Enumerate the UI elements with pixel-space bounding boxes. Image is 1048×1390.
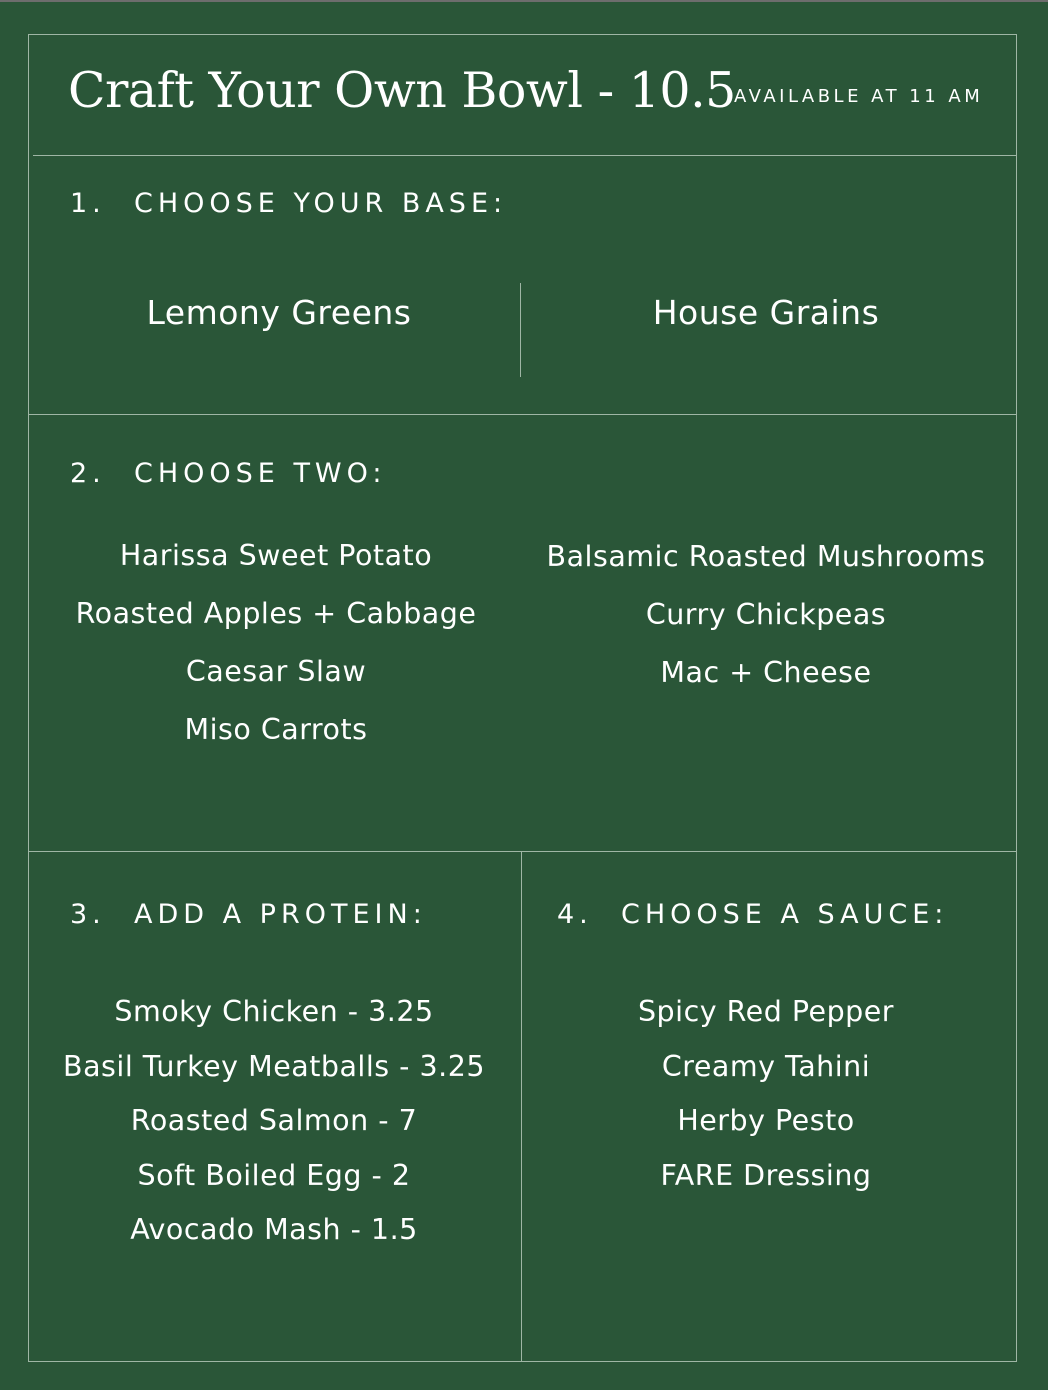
sides-section-divider [28, 851, 1017, 852]
protein-item: Smoky Chicken - 3.25 [114, 995, 434, 1028]
step-3-label: ADD A PROTEIN: [134, 899, 427, 930]
step-4-heading [557, 899, 948, 930]
step-2-heading [70, 458, 387, 489]
sauce-list [526, 985, 1006, 1203]
side-item: Roasted Apples + Cabbage [75, 597, 477, 630]
protein-item: Basil Turkey Meatballs - 3.25 [63, 1049, 485, 1083]
title-divider [33, 155, 1016, 156]
sauce-item: FARE Dressing [660, 1158, 872, 1192]
sauce-item: Herby Pesto [677, 1104, 855, 1137]
window-top-edge [0, 0, 1048, 2]
sauce-item: Creamy Tahini [661, 1049, 871, 1083]
step-4-label: CHOOSE A SAUCE: [621, 899, 949, 930]
protein-sauce-divider [521, 851, 522, 1362]
protein-item: Avocado Mash - 1.5 [130, 1213, 418, 1246]
step-3-number: 3. [70, 899, 106, 930]
side-item: Mac + Cheese [660, 656, 872, 689]
protein-item: Soft Boiled Egg - 2 [137, 1158, 411, 1192]
side-item: Balsamic Roasted Mushrooms [546, 540, 986, 573]
menu-title: Craft Your Own Bowl - 10.5 [68, 62, 736, 119]
side-item: Curry Chickpeas [645, 598, 887, 631]
sides-right-list [528, 528, 1004, 702]
step-4-number: 4. [557, 899, 593, 930]
base-option-house-grains: House Grains [652, 293, 880, 332]
availability-note: AVAILABLE AT 11 AM [734, 86, 984, 107]
sides-left-list [40, 527, 512, 759]
base-option-lemony-greens: Lemony Greens [146, 293, 412, 332]
side-item: Harissa Sweet Potato [119, 539, 433, 572]
step-1-label: CHOOSE YOUR BASE: [134, 188, 508, 219]
step-2-number: 2. [70, 458, 106, 489]
step-3-heading [70, 899, 427, 930]
sauce-item: Spicy Red Pepper [637, 995, 895, 1028]
protein-item: Roasted Salmon - 7 [130, 1104, 418, 1137]
side-item: Caesar Slaw [185, 655, 367, 688]
protein-list [34, 985, 514, 1258]
side-item: Miso Carrots [184, 713, 368, 746]
step-1-heading [70, 188, 507, 219]
step-2-label: CHOOSE TWO: [134, 458, 387, 489]
base-section-divider [28, 414, 1017, 415]
step-1-number: 1. [70, 188, 106, 219]
base-options-divider [520, 283, 521, 377]
